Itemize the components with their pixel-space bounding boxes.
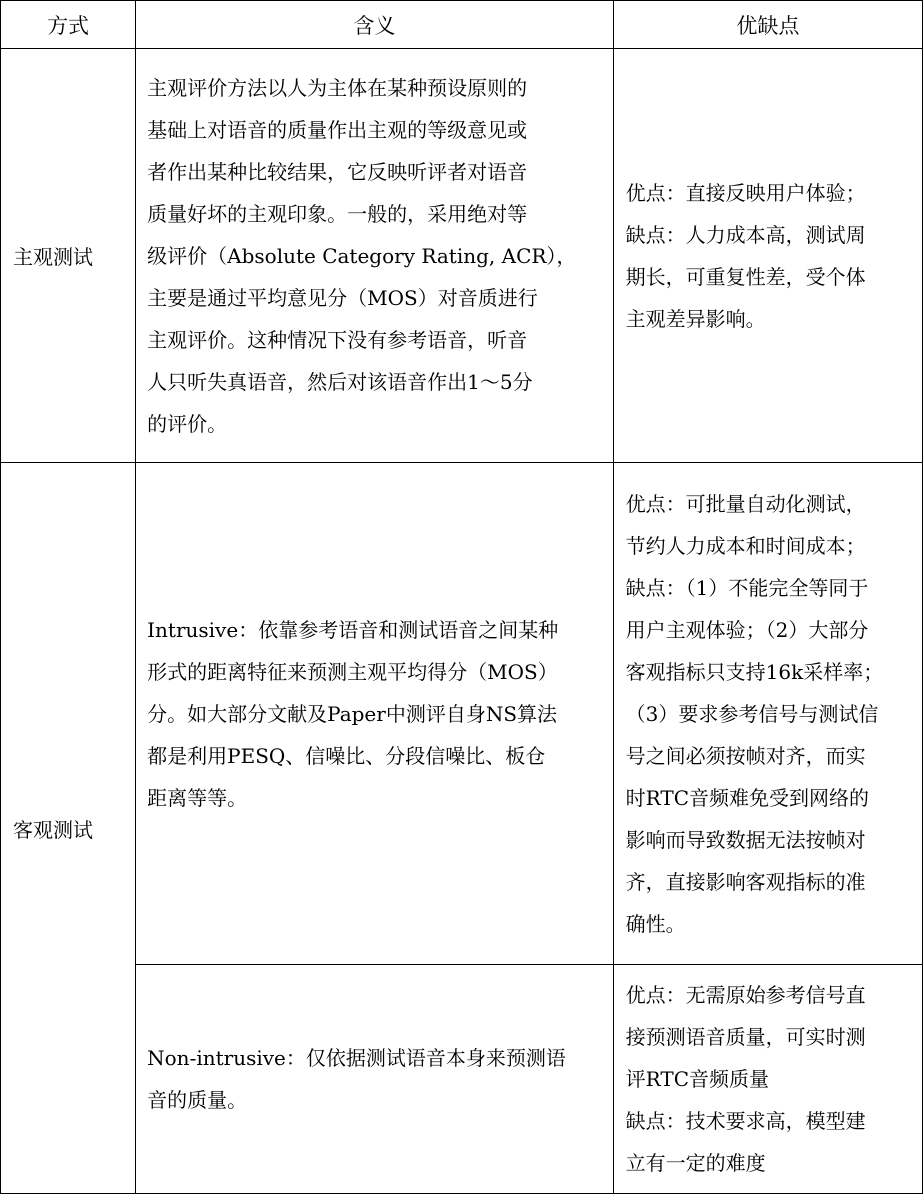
text-line: 接预测语音质量，可实时测	[625, 1025, 866, 1049]
text-line: 优点：直接反映用户体验；	[625, 180, 866, 205]
text-line: 时RTC音频难免受到网络的	[625, 785, 870, 810]
pros-cons-non-intrusive	[613, 965, 922, 1194]
method-objective: 客观测试	[1, 463, 136, 1194]
text-line: 主观评价方法以人为主体在某种预设原则的	[147, 75, 528, 100]
text-line: 都是利用PESQ、信噪比、分段信噪比、板仓	[147, 743, 546, 768]
text-line: 号之间必须按帧对齐，而实	[625, 743, 866, 768]
text-line: 基础上对语音的质量作出主观的等级意见或	[147, 117, 528, 142]
text-line: 影响而导致数据无法按帧对	[625, 827, 866, 852]
text-line: 立有一定的难度	[625, 1151, 766, 1175]
text-line: 期长，可重复性差，受个体	[625, 264, 866, 289]
text-line: 主观评价。这种情况下没有参考语音，听音	[147, 327, 528, 352]
method-subjective: 主观测试	[1, 49, 136, 463]
text-line: 的评价。	[147, 411, 228, 436]
pros-cons-subjective	[613, 49, 922, 463]
text-line: 主观差异影响。	[625, 306, 766, 331]
header-meaning: 含义	[136, 1, 614, 49]
meaning-subjective	[136, 49, 614, 463]
table-row-intrusive	[1, 463, 923, 965]
pros-cons-intrusive	[613, 463, 922, 965]
text-line: 用户主观体验；（2）大部分	[625, 617, 869, 642]
text-line: 确性。	[625, 911, 686, 936]
table-row-non-intrusive	[1, 965, 923, 1194]
text-line: 缺点：技术要求高，模型建	[625, 1109, 866, 1133]
header-method: 方式	[1, 1, 136, 49]
text-line: 优点：无需原始参考信号直	[625, 983, 866, 1007]
text-line: 分。如大部分文献及Paper中测评自身NS算法	[147, 701, 558, 726]
text-line: Non-intrusive：仅依据测试语音本身来预测语	[147, 1046, 566, 1070]
text-line: 节约人力成本和时间成本；	[625, 533, 866, 558]
text-line: 质量好坏的主观印象。一般的，采用绝对等	[147, 201, 528, 226]
text-line: 级评价（Absolute Category Rating, ACR），	[147, 243, 577, 268]
text-line: 缺点：（1）不能完全等同于	[625, 575, 869, 600]
meaning-non-intrusive	[136, 965, 614, 1194]
meaning-intrusive	[136, 463, 614, 965]
text-line: 齐，直接影响客观指标的准	[625, 869, 866, 894]
text-line: 评RTC音频质量	[625, 1067, 770, 1091]
text-line: 人只听失真语音，然后对该语音作出1～5分	[147, 369, 533, 394]
text-line: 者作出某种比较结果，它反映听评者对语音	[147, 159, 528, 184]
text-line: （3）要求参考信号与测试信	[625, 701, 879, 726]
text-line: 音的质量。	[147, 1088, 248, 1112]
table-row-subjective	[1, 49, 923, 463]
text-line: 客观指标只支持16k采样率；	[625, 659, 884, 684]
header-row	[1, 1, 923, 49]
text-line: 缺点：人力成本高，测试周	[625, 222, 866, 247]
text-line: 优点：可批量自动化测试，	[625, 491, 866, 516]
text-line: 主要是通过平均意见分（MOS）对音质进行	[147, 285, 538, 310]
text-line: 距离等等。	[147, 785, 248, 810]
text-line: Intrusive：依靠参考语音和测试语音之间某种	[147, 617, 559, 642]
text-line: 形式的距离特征来预测主观平均得分（MOS）	[147, 659, 558, 684]
header-pros-cons: 优缺点	[613, 1, 922, 49]
